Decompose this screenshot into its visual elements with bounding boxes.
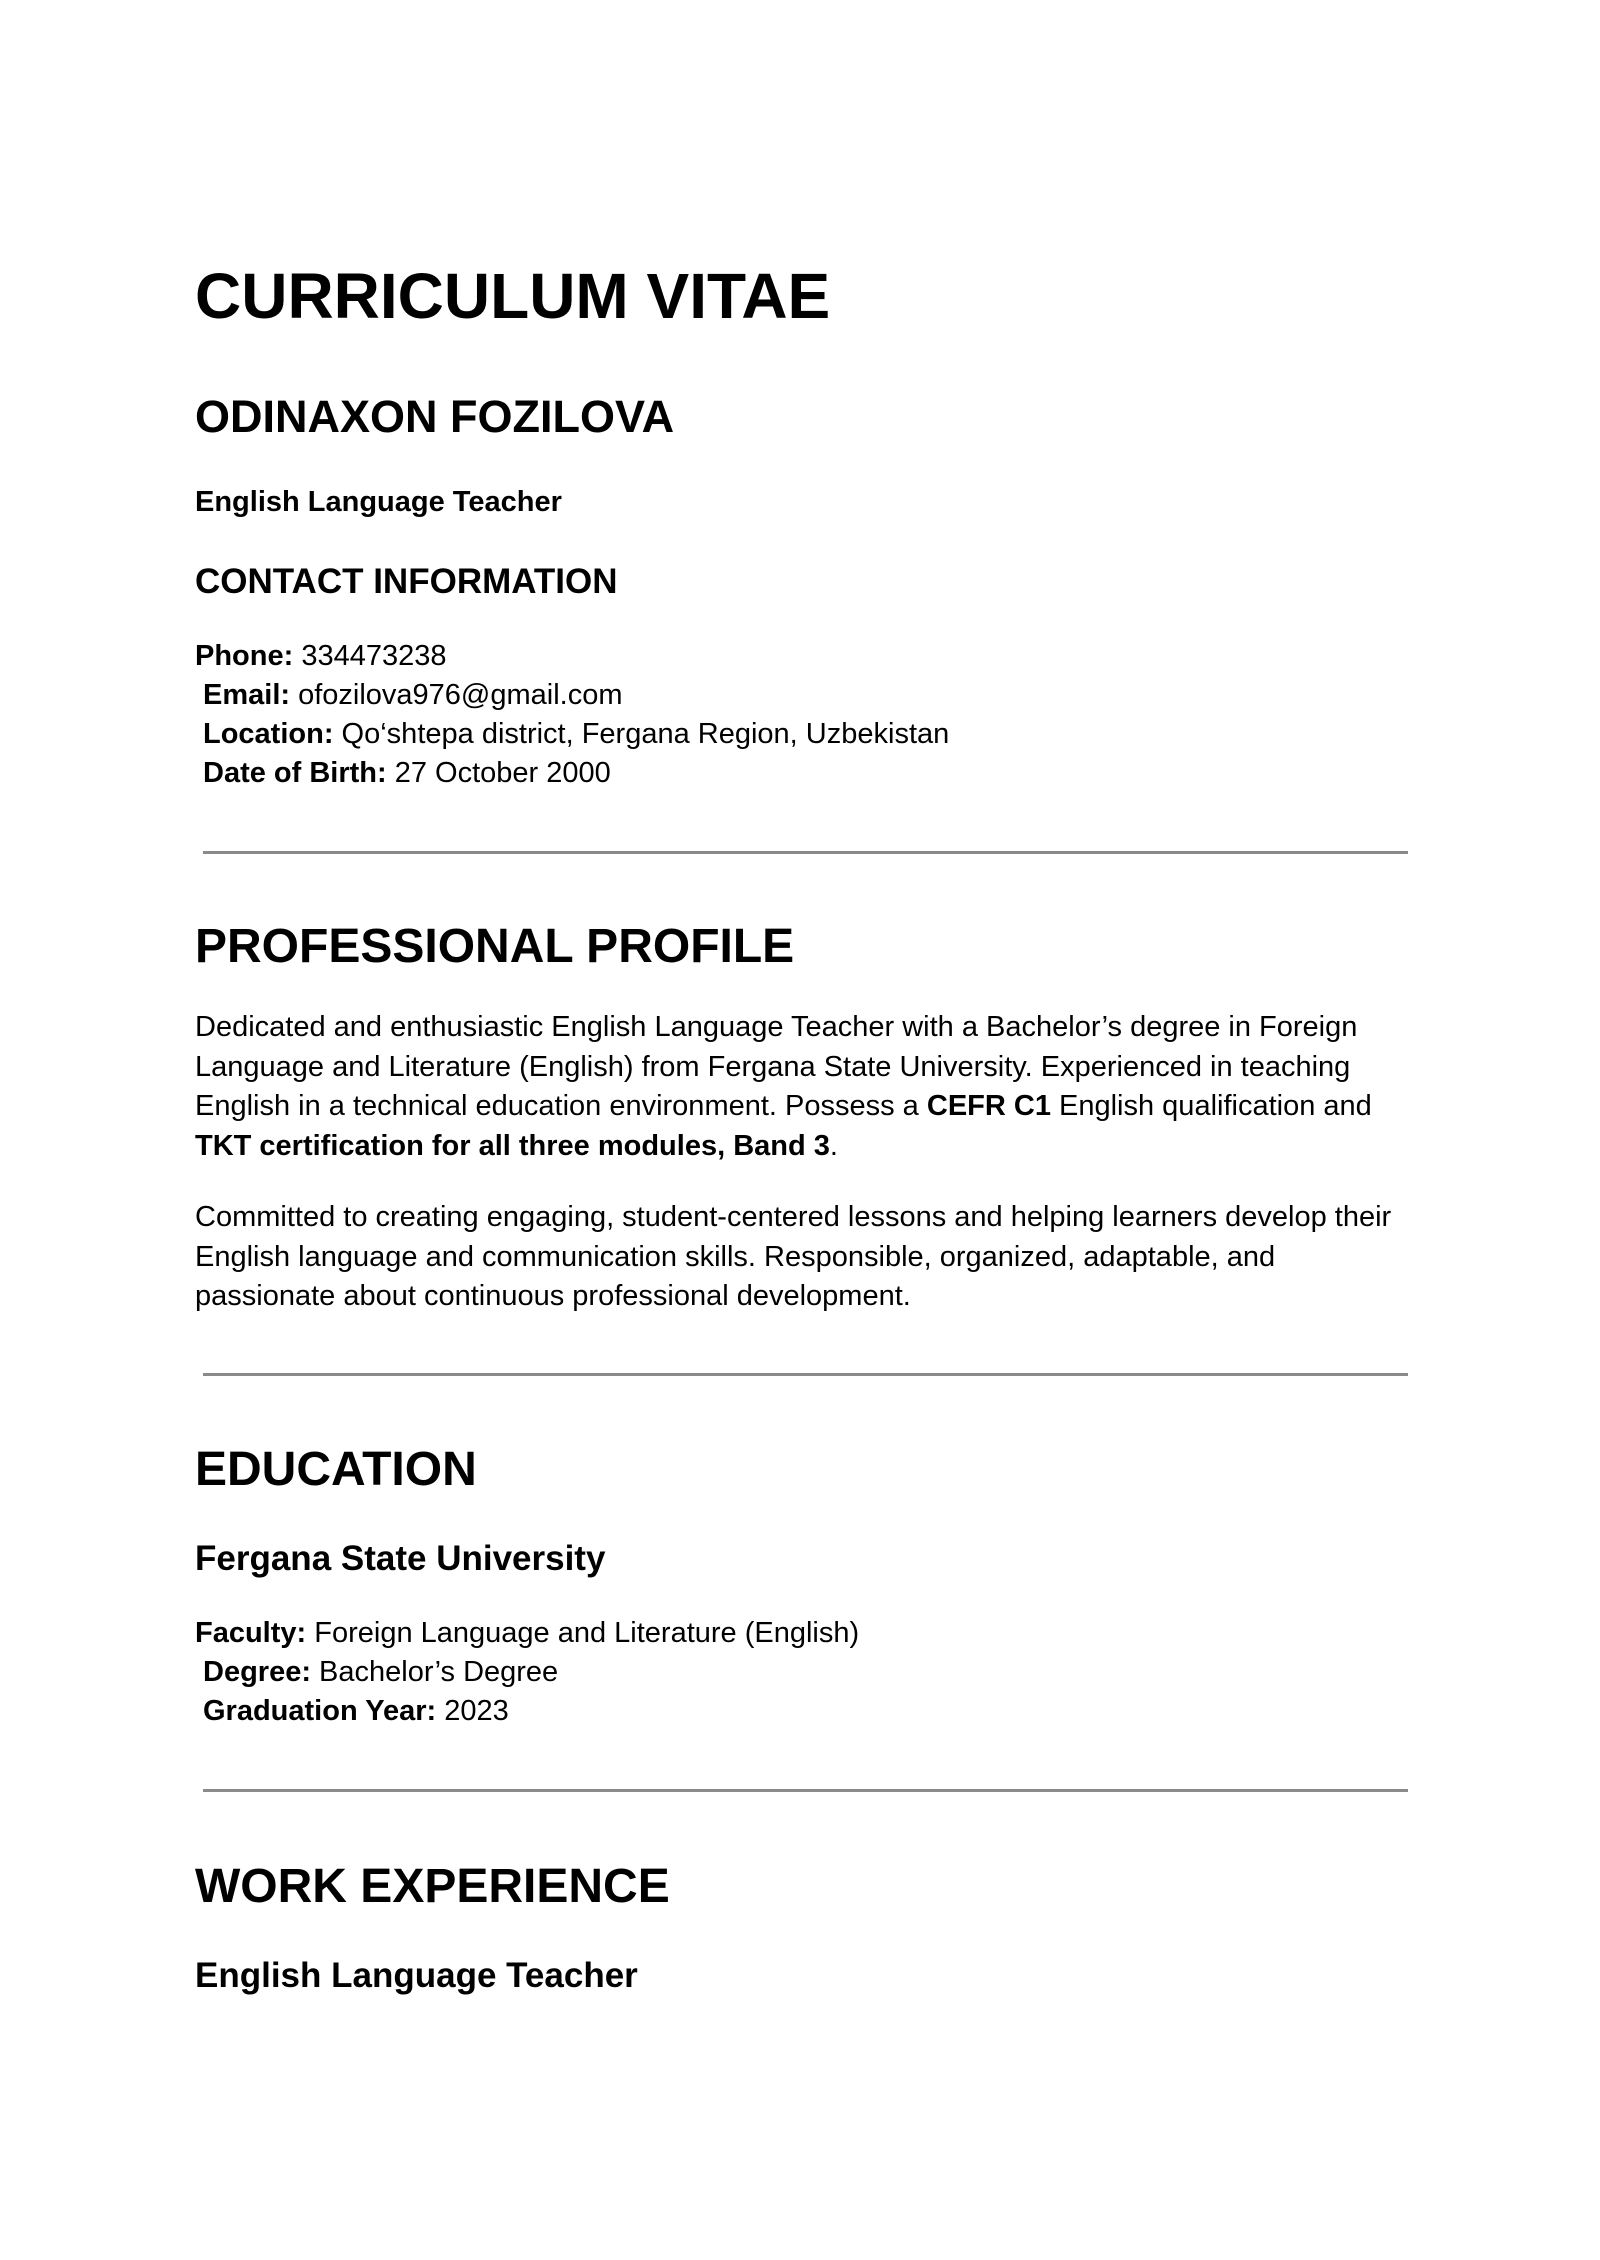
dob-label: Date of Birth: [203,757,387,789]
degree-value: Bachelor’s Degree [311,1656,559,1688]
contact-phone-row [195,637,949,676]
email-value: ofozilova976@gmail.com [290,679,623,711]
section-divider [203,1789,1408,1792]
contact-email-row [195,676,949,715]
profile-p1-text-1: Dedicated and enthusiastic English Language Teacher with a Bachelor’s degree in Foreign Language and Literature (English) from Fergana State University. Experienced in teaching English in a technical education environment. Possess a [195,1011,1358,1123]
section-divider [203,851,1408,854]
location-value: Qo‘shtepa district, Fergana Region, Uzbekistan [333,718,950,750]
contact-location-row [195,715,949,754]
phone-label: Phone: [195,640,294,672]
section-divider [203,1373,1408,1376]
education-details [195,1614,859,1731]
profile-paragraph-2: Committed to creating engaging, student-centered lessons and helping learners develop their English language and communication skills. Responsible, organized, adaptable, and passionate about continuous professional development. [195,1201,1392,1313]
dob-value: 27 October 2000 [386,757,611,789]
cefr-qualification: CEFR C1 [926,1090,1051,1123]
profile-paragraph-1 [195,1008,1415,1166]
education-heading: EDUCATION [195,1443,477,1496]
contact-heading: CONTACT INFORMATION [195,562,618,601]
person-role: English Language Teacher [195,486,562,518]
profile-heading: PROFESSIONAL PROFILE [195,920,795,973]
contact-list [195,637,949,793]
document-title: CURRICULUM VITAE [195,260,831,332]
graduation-value: 2023 [436,1695,509,1727]
graduation-label: Graduation Year: [203,1695,437,1727]
work-heading: WORK EXPERIENCE [195,1860,670,1913]
graduation-row [195,1692,859,1731]
contact-dob-row [195,754,949,793]
phone-value: 334473238 [293,640,447,672]
education-institution: Fergana State University [195,1539,606,1578]
profile-p1-text-3: . [829,1129,838,1162]
faculty-label: Faculty: [195,1617,307,1649]
person-name: ODINAXON FOZILOVA [195,391,675,442]
degree-row [195,1653,859,1692]
degree-label: Degree: [203,1656,311,1688]
work-role: English Language Teacher [195,1956,638,1995]
tkt-certification: TKT certification for all three modules, Band 3 [195,1129,830,1162]
profile-p1-text-2: English qualification and [1050,1090,1372,1123]
location-label: Location: [203,718,334,750]
faculty-value: Foreign Language and Literature (English) [306,1617,860,1649]
email-label: Email: [203,679,291,711]
faculty-row [195,1614,859,1653]
